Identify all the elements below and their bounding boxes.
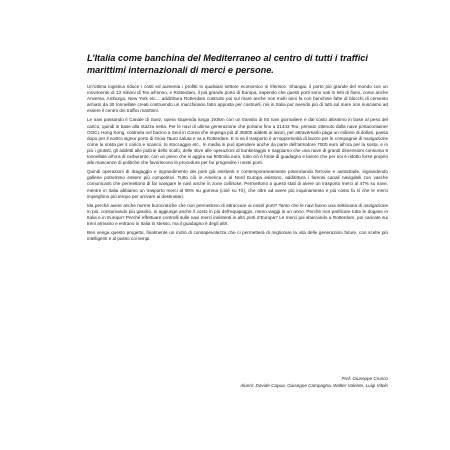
signature-block bbox=[240, 375, 388, 389]
paragraph-4: Ma perché avere anche norme burocratiche che non permettono di attraccare ai nostri porti? Tanto che le navi fanno una settimana di navigazione in più, consumando più gasolio, si aggiunge anche il costo in più dell’equipaggio, meno viaggi in un anno. Perché non parificare tutte le dogane in Italia e in Europa? Perché effettuare controlli sulle navi merci insistenti in altri porti d’Europa? Le merci poi sbarcando a Rotterdam, poi caricate sui treni arrivano e entrano in Italia lo stesso, ma il guadagno è degli altri. bbox=[87, 202, 388, 226]
paragraph-3: Quindi operazioni di dragaggio e ingrandimento dei porti già esistenti e contemporaneamente potenziando ferrovie e autostrade, ingrandendo gallerie potremmo essere più competitivi. Tutto ciò in America o al Nord Europa esistono, addirittura i famosi canali navigabili con vasche comunicanti che permettono di far navigare le navi anche in zone collinose. Permettono a questi stati di avere un trasporto merci al 47% su nave, mentre in Italia abbiamo un trasporto merci al 90% su gomma (cioè su Tir), che oltre ad avere più inquinamento e più costo fa sì che le merci impieghino più tempo per arrivare ai destinatari. bbox=[87, 169, 388, 199]
document-title: L’Italia come banchina del Mediterraneo al centro di tutti i traffici marittimi internazionali di merci e persone. bbox=[87, 53, 368, 75]
paragraph-5: Ben venga questo progetto, finalmente un inizio di consapevolezza che ci permetterà di migliorare la vita delle generazioni future, con scelte più intelligenti e al passo coi tempi. bbox=[87, 230, 388, 242]
paragraph-2: Le navi passando il Canale di Suez, opera stupenda lunga 193km con un transito di 50 navi giornaliere e dal costo altissimo in base al peso del carico, quindi in base alla stazza netta. Per le navi di ultima generazione che portano fino a 21443 Teu, primato ottenuto dalla nave portacontainer OOCL Hong Kong, costruita nel bacino a Seul in Corea che impiega più di 35000 addetti ai lavori, per attraversarlo paga un milione di dollari, passa dopo per il nostro signor porto di Gioia Tauro saluta e va a Rotterdam. E si sa il trasporto è un’opportunità di lavoro per le compagnie di navigazione come la sosta per il carico e scarico, lo stoccaggio etc.. In media si può spendere anche da parte dell’armatore 7000 euro all’ora per la sosta, e in più i grutisti, gli addetti alle pulizie dello scafo, delle stive alle operazioni di bunkeraggio e sappiamo che una nave di grandi dimensioni consuma 9 tonnellate all’ora di carburante, con un pieno che si aggira sui 900mila euro, tutto ciò è fonte di guadagno e lavoro che per noi è ridotto forse proprio alle mancanze di politiche che favoriscono le procedure per far progredire i nostri porti. bbox=[87, 117, 388, 166]
signature-students: Alunni: Davide Capua, Giuseppe Campagna, Walter Valente, Luigi Vitolo bbox=[240, 383, 388, 388]
paragraph-1: Un’ottima logistica riduce i costi ed aumenta i profitti in qualsiasi settore economico si riferisce. Shangai, il porto più grande del mondo con un movimento di 13 milioni di Teu all’anno, e Rotterdam, il più grande porto di Europa, sapendo che questi porti sono nati in letti di fiumi, come anche Anversa, Amburgo, New York etc… addirittura Rotterdam costruito poi sul mare anche non molti anni fa con banchine fatte di blocchi di cemento armato da 40 tonnellate creati costruendo un macchinario fatto apposta per costruirli, noi in Italia pur avendo più di tutti sul mare non riusciamo ad essere il centro dei traffici marittimi. bbox=[87, 84, 388, 114]
signature-professor: Prof. Giuseppe Crusco bbox=[341, 376, 388, 381]
